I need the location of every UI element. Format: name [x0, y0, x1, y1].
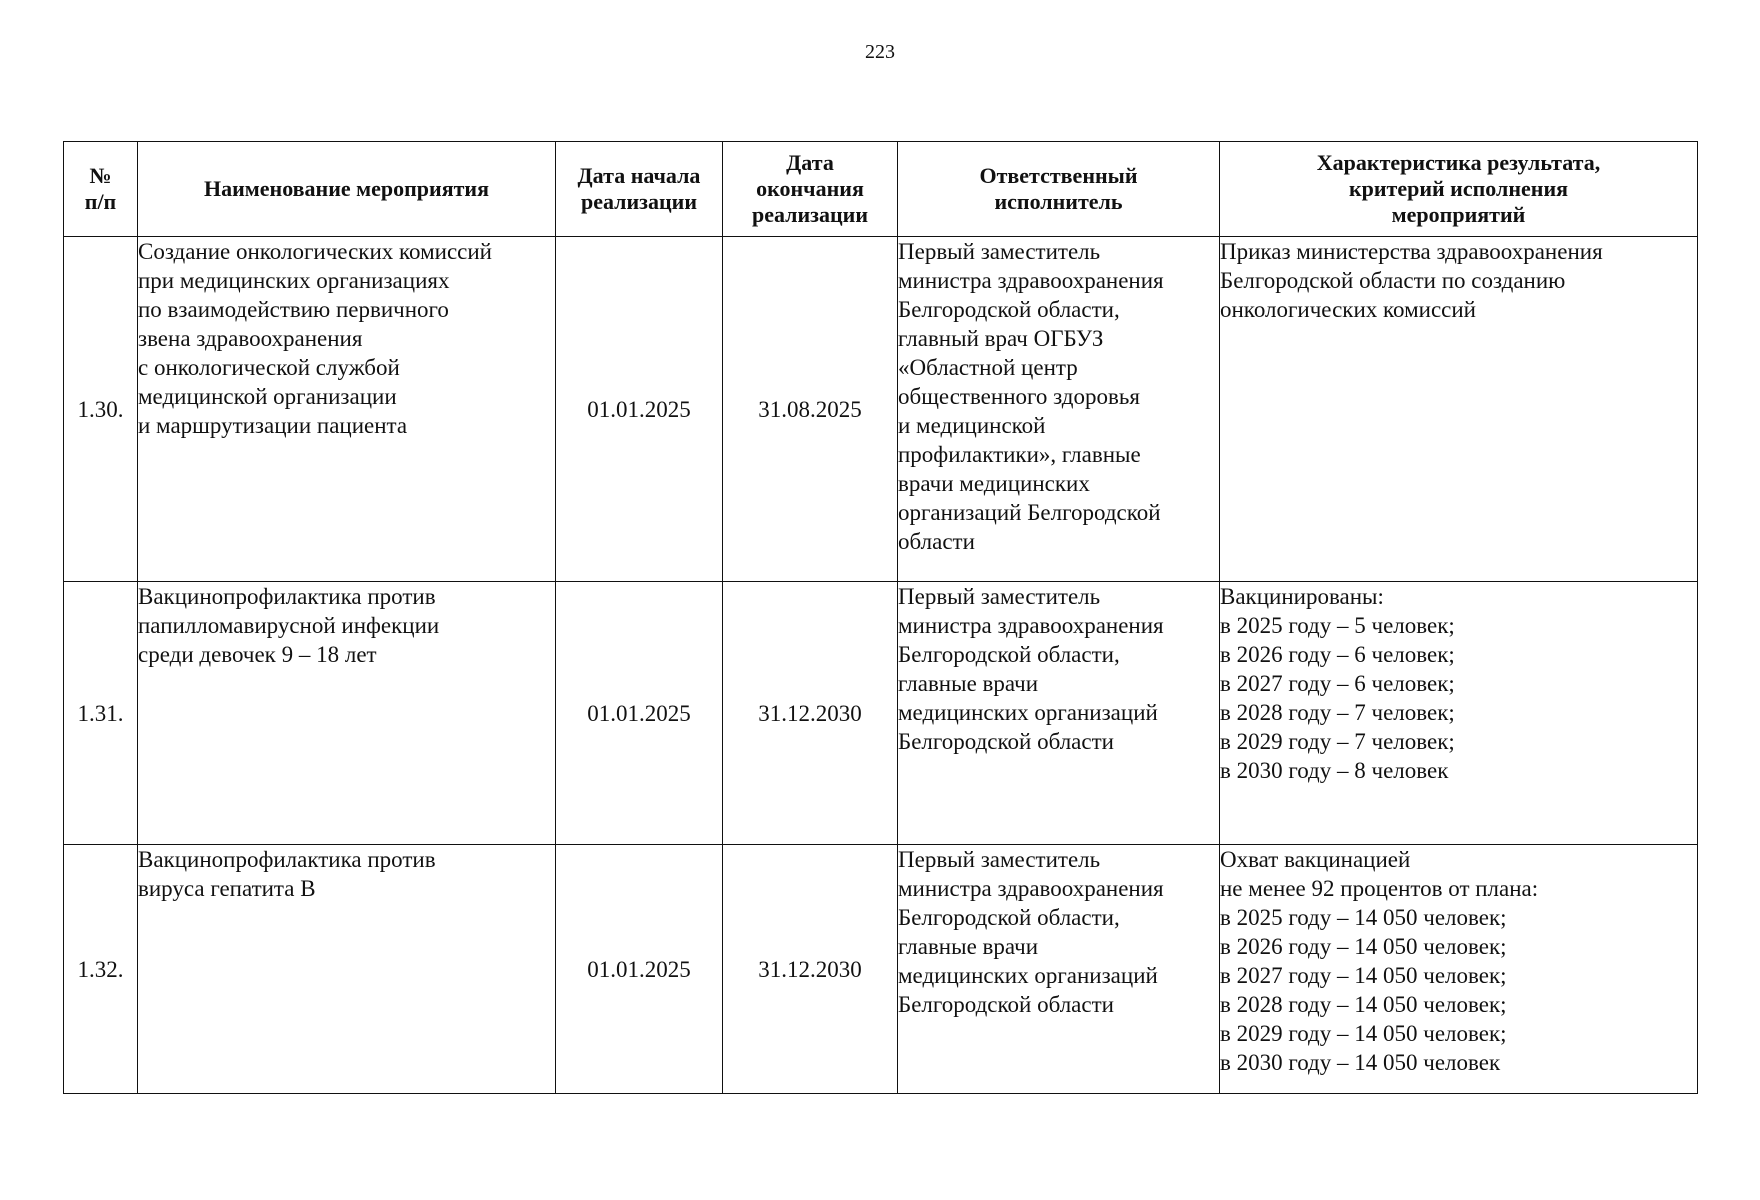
- result-criteria: [1220, 237, 1698, 582]
- cell-line: в 2028 году – 7 человек;: [1220, 700, 1455, 725]
- result-criteria: [1220, 582, 1698, 845]
- start-date: 01.01.2025: [556, 582, 723, 845]
- activity-name: [138, 237, 556, 582]
- cell-line: в 2025 году – 14 050 человек;: [1220, 905, 1507, 930]
- end-date: 31.12.2030: [723, 582, 898, 845]
- cell-line: онкологических комиссий: [1220, 297, 1476, 322]
- cell-line: Характеристика результата,: [1316, 150, 1601, 175]
- cell-line: реализации: [751, 202, 869, 227]
- cell-line: медицинских организаций: [898, 963, 1158, 988]
- cell-line: не менее 92 процентов от плана:: [1220, 876, 1539, 901]
- cell-line: с онкологической службой: [138, 355, 400, 380]
- header-activity-name: [138, 142, 556, 237]
- cell-line: в 2030 году – 8 человек: [1220, 758, 1449, 783]
- cell-line: Первый заместитель: [898, 239, 1101, 264]
- cell-line: медицинских организаций: [898, 700, 1158, 725]
- cell-line: звена здравоохранения: [138, 326, 363, 351]
- cell-line: области: [898, 529, 975, 554]
- cell-line: Ответственный: [979, 163, 1138, 188]
- cell-line: врачи медицинских: [898, 471, 1090, 496]
- cell-line: в 2028 году – 14 050 человек;: [1220, 992, 1507, 1017]
- cell-line: в 2029 году – 7 человек;: [1220, 729, 1455, 754]
- header-responsible: [898, 142, 1220, 237]
- cell-line: Первый заместитель: [898, 584, 1101, 609]
- cell-line: Дата начала: [577, 163, 701, 188]
- header-end-date: [723, 142, 898, 237]
- cell-line: Охват вакцинацией: [1220, 847, 1411, 872]
- cell-line: №: [89, 163, 112, 188]
- cell-line: вируса гепатита В: [138, 876, 316, 901]
- table-header-row: [64, 142, 1698, 237]
- cell-line: медицинской организации: [138, 384, 397, 409]
- responsible-executor: [898, 237, 1220, 582]
- cell-line: министра здравоохранения: [898, 876, 1164, 901]
- cell-line: в 2030 году – 14 050 человек: [1220, 1050, 1501, 1075]
- cell-line: главные врачи: [898, 934, 1039, 959]
- end-date: 31.08.2025: [723, 237, 898, 582]
- row-number: 1.31.: [64, 582, 138, 845]
- cell-line: и медицинской: [898, 413, 1046, 438]
- cell-line: Вакцинированы:: [1220, 584, 1384, 609]
- header-result: [1220, 142, 1698, 237]
- cell-line: в 2027 году – 14 050 человек;: [1220, 963, 1507, 988]
- start-date: 01.01.2025: [556, 237, 723, 582]
- cell-line: по взаимодействию первичного: [138, 297, 449, 322]
- cell-line: Белгородской области: [898, 992, 1114, 1017]
- cell-line: в 2027 году – 6 человек;: [1220, 671, 1455, 696]
- end-date: 31.12.2030: [723, 845, 898, 1094]
- activity-name: [138, 845, 556, 1094]
- cell-line: при медицинских организациях: [138, 268, 450, 293]
- cell-line: мероприятий: [1391, 202, 1526, 227]
- start-date: 01.01.2025: [556, 845, 723, 1094]
- cell-line: Вакцинопрофилактика против: [138, 584, 436, 609]
- cell-line: Приказ министерства здравоохранения: [1220, 239, 1603, 264]
- cell-line: Наименование мероприятия: [203, 176, 490, 201]
- cell-line: Белгородской области,: [898, 905, 1120, 930]
- activities-table: [63, 141, 1698, 1094]
- cell-line: Белгородской области,: [898, 642, 1120, 667]
- table-row: [64, 845, 1698, 1094]
- cell-line: Белгородской области: [898, 729, 1114, 754]
- cell-line: в 2029 году – 14 050 человек;: [1220, 1021, 1507, 1046]
- cell-line: профилактики», главные: [898, 442, 1141, 467]
- cell-line: «Областной центр: [898, 355, 1078, 380]
- cell-line: критерий исполнения: [1348, 176, 1569, 201]
- cell-line: окончания: [756, 176, 864, 201]
- table-row: [64, 582, 1698, 845]
- cell-line: и маршрутизации пациента: [138, 413, 408, 438]
- cell-line: Создание онкологических комиссий: [138, 239, 492, 264]
- cell-line: Белгородской области по созданию: [1220, 268, 1566, 293]
- cell-line: п/п: [84, 189, 117, 214]
- cell-line: в 2026 году – 6 человек;: [1220, 642, 1455, 667]
- cell-line: в 2026 году – 14 050 человек;: [1220, 934, 1507, 959]
- cell-line: в 2025 году – 5 человек;: [1220, 613, 1455, 638]
- header-start-date: [556, 142, 723, 237]
- table-row: [64, 237, 1698, 582]
- cell-line: Первый заместитель: [898, 847, 1101, 872]
- cell-line: Дата: [786, 150, 834, 175]
- cell-line: главный врач ОГБУЗ: [898, 326, 1104, 351]
- cell-line: организаций Белгородской: [898, 500, 1161, 525]
- cell-line: Белгородской области,: [898, 297, 1120, 322]
- cell-line: среди девочек 9 – 18 лет: [138, 642, 377, 667]
- cell-line: Вакцинопрофилактика против: [138, 847, 436, 872]
- cell-line: министра здравоохранения: [898, 268, 1164, 293]
- cell-line: главные врачи: [898, 671, 1039, 696]
- cell-line: реализации: [580, 189, 698, 214]
- responsible-executor: [898, 582, 1220, 845]
- activity-name: [138, 582, 556, 845]
- row-number: 1.32.: [64, 845, 138, 1094]
- responsible-executor: [898, 845, 1220, 1094]
- row-number: 1.30.: [64, 237, 138, 582]
- header-number: [64, 142, 138, 237]
- cell-line: общественного здоровья: [898, 384, 1140, 409]
- cell-line: министра здравоохранения: [898, 613, 1164, 638]
- cell-line: папилломавирусной инфекции: [138, 613, 440, 638]
- cell-line: исполнитель: [994, 189, 1123, 214]
- page-number: 223: [865, 41, 895, 63]
- result-criteria: [1220, 845, 1698, 1094]
